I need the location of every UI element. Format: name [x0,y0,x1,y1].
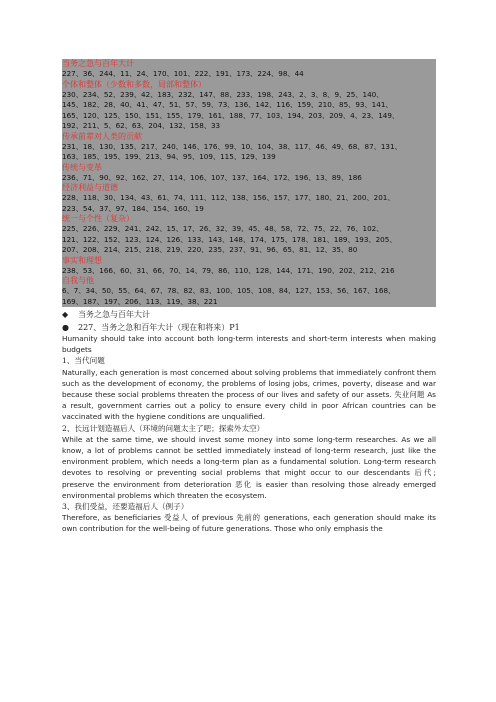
section-title: 自我与他 [62,276,436,286]
section-title: 个体和整体（少数和多数，局部和整体） [62,80,436,90]
number-line: 145、182、28、40、41、47、51、57、59、73、136、142、116、159、210、85、93、141、 [62,100,393,109]
number-line: 236、71、90、92、162、27、114、106、107、137、164、172、196、13、89、186 [62,172,362,182]
paragraph: Therefore, as beneficiaries 受益人 of previous 先前的 generations, each generation should make its own contribution for the well-being of future generations. Those who only emphasis the [62,513,436,534]
number-line: 238、53、166、60、31、66、70、14、79、86、110、128、144、171、190、202、212、216 [62,265,395,275]
section-title: 传承前辈对人类的贡献 [62,132,436,142]
number-line: 163、185、195、199、213、94、95、109、115、129、139 [62,152,276,161]
number-line: 231、18、130、135、217、240、146、176、99、10、104、38、117、46、49、68、87、131、 [62,141,402,151]
dot-bullet-icon: ● [62,323,69,332]
document-body [62,59,436,535]
section-numbers [62,286,436,307]
section-numbers [62,69,436,80]
number-line: 225、226、229、241、242、15、17、26、32、39、45、48、58、72、75、22、76、102、 [62,224,384,233]
number-line: 228、118、30、134、43、61、74、111、112、138、156、157、177、180、21、200、201、 [62,193,395,202]
section-title: 传统与变革 [62,163,436,173]
section-heading: 1、当代问题 [62,356,105,366]
section-numbers [62,90,436,132]
section-numbers [62,193,436,214]
section-heading: 2、长远计划造福后人（环境的问题太主了吧；探索外太空） [62,423,265,433]
section-numbers [62,142,436,163]
number-line: 207、208、214、215、218、219、220、235、237、91、96、65、81、12、35、80 [62,245,358,254]
number-line: 192、211、5、62、63、204、132、158、33 [62,121,221,130]
number-line: 230、234、52、239、42、183、232、147、88、233、198、243、2、3、8、9、25、140、 [62,89,384,99]
paragraph: Humanity should take into account both long-term interests and short-term interests when making budgets [62,334,436,355]
paragraph: While at the same time, we should invest some money into some long-term researches. As we all know, a lot of problems cannot be settled immediately instead of long-term research, just like the environment problem, which needs a long-term plan as a fundamental solution. Long-term research devotes to resolving or preventing social problems that might occur to our descendants 后代; preserve the environment from deterioration 恶化 is easier than resolving those already emerged environmental problems which threaten the ecosystem. [62,434,436,500]
section-numbers [62,224,436,256]
number-line: 6、7、34、50、55、64、67、78、82、83、100、105、108、84、127、153、56、167、168、 [62,286,396,295]
number-line: 121、122、152、123、124、126、133、143、148、174、175、178、181、189、193、205、 [62,234,397,244]
section-heading: 3、我们受益，还要造福后人（例子） [62,502,189,512]
section-title: 当务之急与百年大计 [62,59,436,69]
section-title: 经济利益与道德 [62,183,436,193]
section-title: 事实和理想 [62,256,436,266]
section-title: 统一与个性（复杂） [62,214,436,224]
number-line: 165、120、125、150、151、155、179、161、188、77、103、194、203、209、4、23、149、 [62,110,400,120]
section-numbers [62,266,436,277]
paragraph: Naturally, each generation is most concerned about solving problems that immediately confront them such as the development of economy, the problems of losing jobs, crimes, poverty, disease and war because these social problems threaten the process of our lives and safety of our assets. 失业问题 As a result, government carries out a policy to ensure every child in poor African countries can be vaccinated with the hygiene conditions are unqualified. [62,367,436,422]
sub-bullet: 227、当务之急和百年大计（现在和将来）P1 [78,323,240,332]
number-line: 223、54、37、97、184、154、160、19 [62,203,204,213]
essay-body [62,333,436,535]
sub-bullet-row [62,322,436,333]
section-numbers [62,173,436,184]
topic-index [62,59,436,307]
number-line: 169、187、197、206、113、119、38、221 [62,296,218,306]
bullet-heading: 当务之急与百年大计 [78,310,150,319]
diamond-bullet-icon: ◆ [62,310,69,319]
bullet-heading-row [62,309,436,320]
number-line: 227、36、244、11、24、170、101、222、191、173、224、98、44 [62,69,304,78]
